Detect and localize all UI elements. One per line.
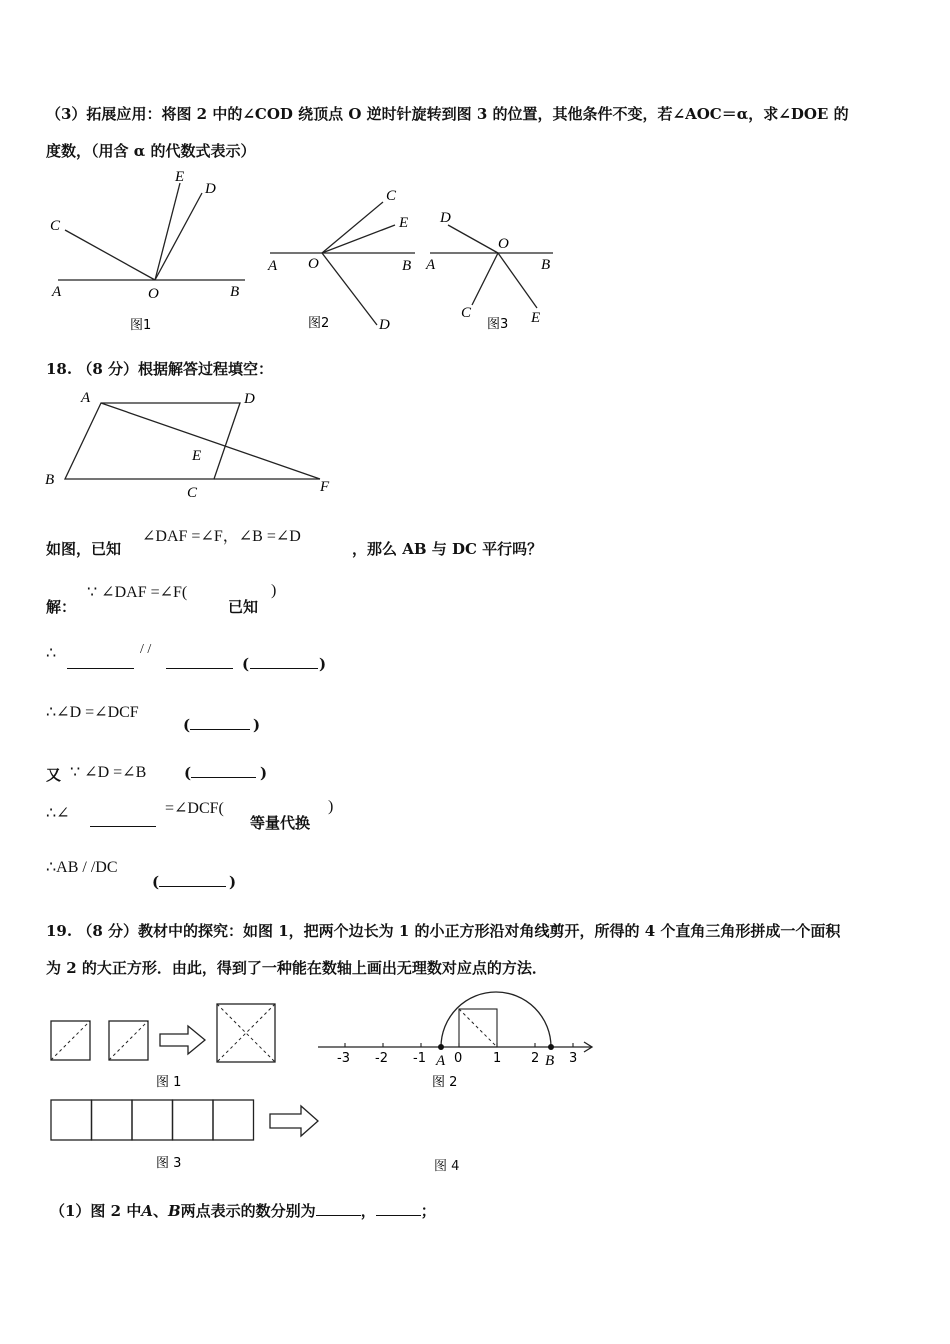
q18-step2-reason-blank[interactable] [250,668,318,669]
label-c: C [461,305,472,321]
q18-step2-paren-open: ( [242,655,250,673]
label-a: A [81,390,91,406]
q18-step5-close: ) [328,798,334,815]
q18-solution-label: 解： [46,598,77,616]
tick-label: -1 [413,1051,426,1066]
label-b: B [230,284,240,300]
q19-line1: 19. （8 分）教材中的探究：如图 1，把两个边长为 1 的小正方形沿对角线剪开，所得的 4 个直角三角形拼成一个面积 [46,922,841,940]
q18-step2-parallel: / / [140,642,152,657]
label-a: A [52,284,62,300]
label-a: A [426,257,436,273]
ray-od [448,225,498,253]
label-e: E [531,310,541,326]
strip-square-4 [173,1100,214,1140]
q19-sub1-blank-a[interactable] [316,1215,361,1216]
fig2-caption: 图2 [308,316,330,331]
q18-given-suffix: ，那么 AB 与 DC 平行吗？ [352,540,543,558]
q18-step1-math: ∵ ∠DAF =∠F( [87,584,188,601]
q19-figure-1 [48,1000,283,1095]
q18-step2-paren-close: ) [319,655,327,673]
q18-step1-reason: 已知 [228,598,259,616]
q18-step2-blank2[interactable] [166,668,233,669]
q18-step2-therefore: ∴ [46,645,57,662]
strip-square-5 [213,1100,254,1140]
q18-step3-math: ∴∠D =∠DCF [46,704,139,721]
q18-step5-blank[interactable] [90,826,156,827]
arrow-icon [270,1106,318,1136]
parallelogram-abcd [65,403,240,479]
label-b: B [541,257,551,273]
point-a [438,1044,444,1050]
q19-figure-3 [48,1095,328,1175]
q18-step6-paren-open: ( [152,873,160,891]
q19-line2: 为 2 的大正方形．由此，得到了一种能在数轴上画出无理数对应点的方法． [46,959,547,977]
semicircle-arc [441,992,551,1047]
ray-oe [322,225,395,253]
fig1-caption: 图 1 [156,1075,182,1090]
ray-oe [155,183,180,280]
label-e: E [399,215,409,231]
fig3-caption: 图 3 [156,1156,182,1171]
label-e: E [175,169,185,185]
fig3-caption: 图3 [487,317,509,332]
tick-label: 0 [454,1051,463,1066]
label-o: O [148,286,159,302]
q18-step6-math: ∴AB / /DC [46,859,118,876]
ray-oc [65,230,155,280]
ray-od [322,253,377,325]
q18-figure [40,383,340,501]
tick-label: 3 [569,1051,578,1066]
q18-step5-reason: 等量代换 [250,814,311,832]
ray-oe [498,253,537,308]
q18-step4-prefix: 又 [46,766,62,784]
tick-label: -2 [375,1051,388,1066]
q18-step4-paren-close: ) [260,764,268,782]
label-a: A [268,258,278,274]
point-a-label: A [436,1053,446,1069]
label-o: O [308,256,319,272]
label-c: C [386,188,397,204]
point-b-label: B [545,1053,555,1069]
q18-step4-reason-blank[interactable] [191,777,256,778]
label-d: D [440,210,451,226]
tick-label: 2 [531,1051,540,1066]
part3-line1: （3）拓展应用：将图 2 中的∠COD 绕顶点 O 逆时针旋转到图 3 的位置，其他条件不变，若∠AOC＝α，求∠DOE 的 [46,105,849,123]
q19-fig4-caption: 图 4 [434,1159,460,1174]
point-b [548,1044,554,1050]
q18-step5-therefore: ∴∠ [46,805,70,822]
tick-label: -3 [337,1051,350,1066]
strip-square-3 [132,1100,173,1140]
q17-figure-3 [420,200,560,340]
fig2-caption: 图 2 [432,1075,458,1090]
part3-line2: 度数，（用含 α 的代数式表示） [46,142,256,160]
strip-square-2 [92,1100,133,1140]
q18-step4-math: ∵ ∠D =∠B [70,764,147,781]
q18-step5-math: =∠DCF( [165,800,224,817]
q18-step4-paren-open: ( [184,764,192,782]
label-c: C [50,218,61,234]
label-f: F [320,479,330,495]
label-d: D [244,391,255,407]
strip-square-1 [51,1100,92,1140]
label-c: C [187,485,198,501]
q18-step2-blank1[interactable] [67,668,134,669]
q18-given-math: ∠DAF =∠F，∠B =∠D [142,528,301,545]
q19-sub1: （1）图 2 中A、B两点表示的数分别为 ， ； [50,1202,436,1220]
ray-od [155,193,202,280]
q18-step6-reason-blank[interactable] [159,886,226,887]
q18-header: 18. （8 分）根据解答过程填空： [46,360,273,378]
label-d: D [379,317,390,333]
segment-af [101,403,320,479]
q18-given-prefix: 如图，已知 [46,540,122,558]
ray-oc [322,202,383,253]
arrow-icon [160,1026,205,1054]
label-o: O [498,236,509,252]
q18-step3-paren-open: ( [183,716,191,734]
label-d: D [205,181,216,197]
ray-oc [472,253,498,305]
q17-figure-1 [40,165,260,340]
q18-step1-close: ) [271,582,277,599]
q19-figure-2-number-line [310,985,600,1095]
q18-step6-paren-close: ) [229,873,237,891]
q18-step3-reason-blank[interactable] [190,729,250,730]
q19-sub1-blank-b[interactable] [376,1215,421,1216]
q18-step3-paren-close: ) [253,716,261,734]
fig1-caption: 图1 [130,318,152,333]
label-e: E [192,448,202,464]
label-b: B [45,472,55,488]
tick-label: 1 [493,1051,502,1066]
label-b: B [402,258,412,274]
q17-figure-2 [265,180,425,335]
